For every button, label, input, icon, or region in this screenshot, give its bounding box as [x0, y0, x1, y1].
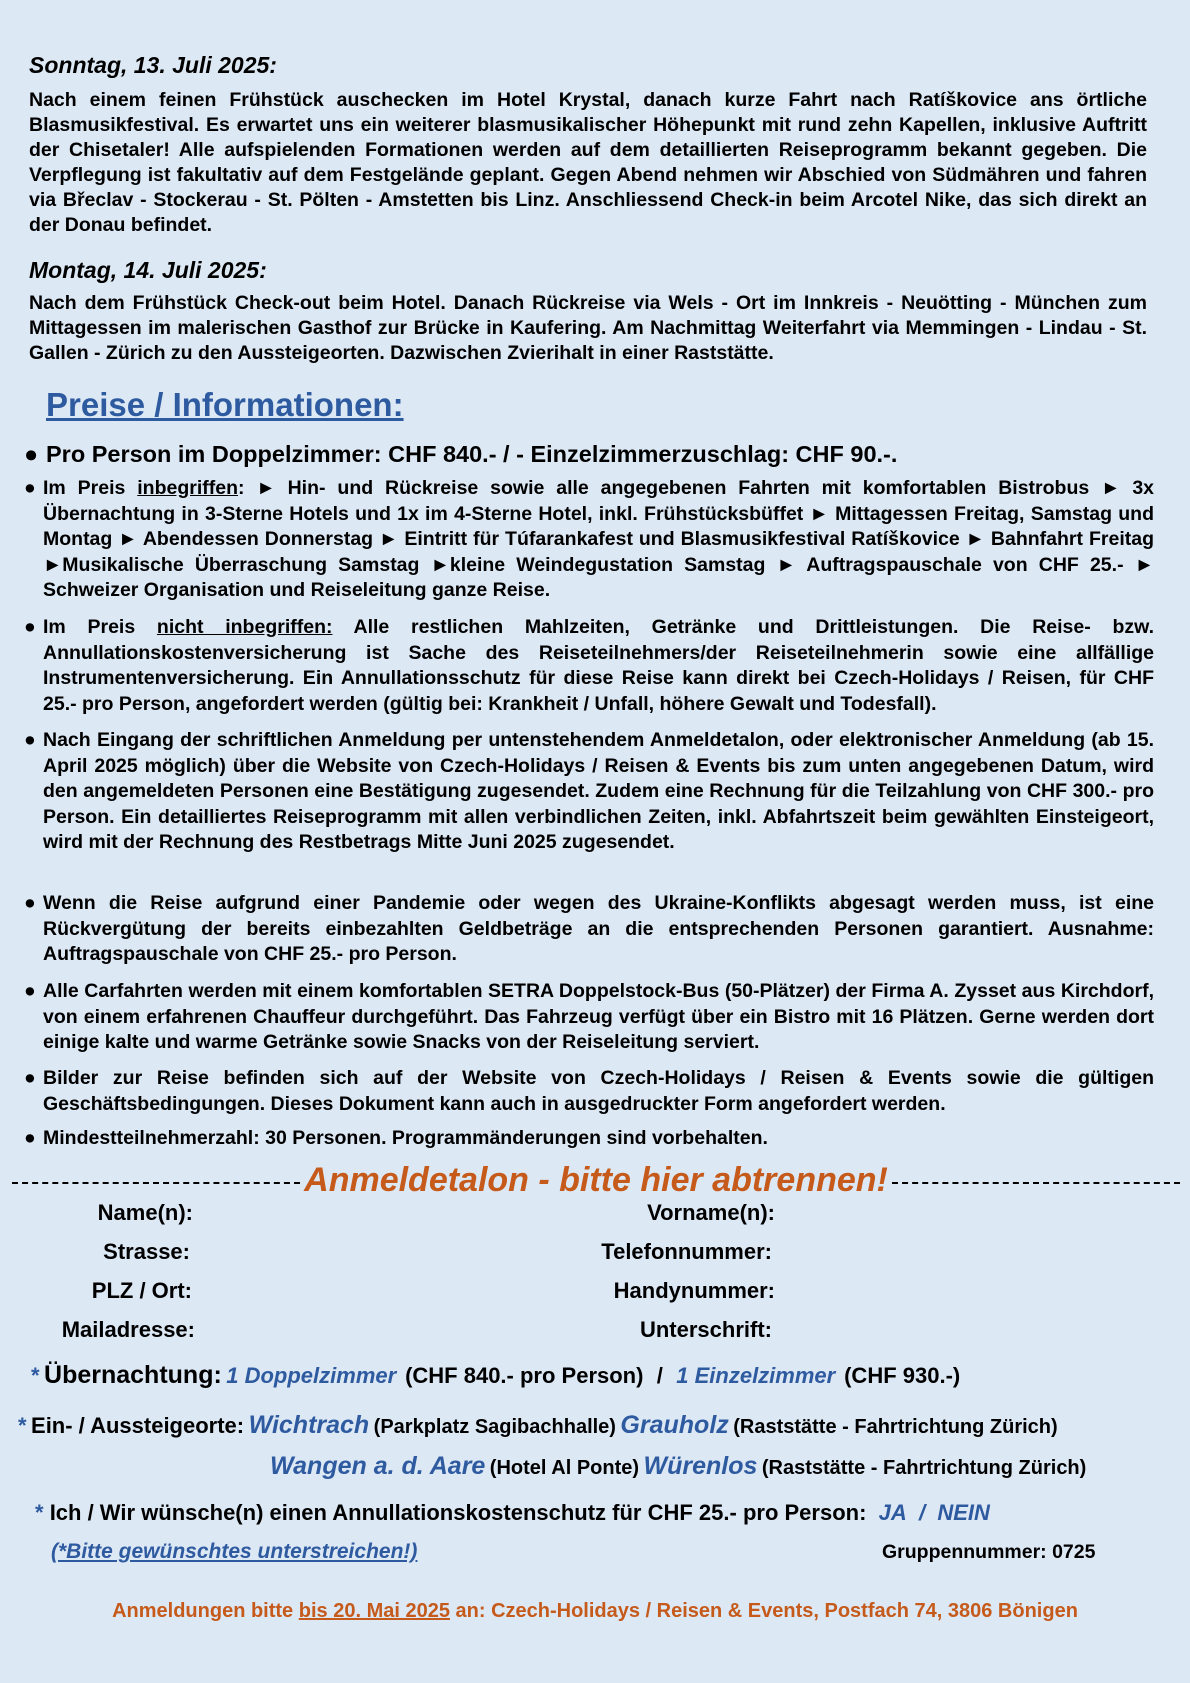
stop-note-wuerenlos: (Raststätte - Fahrtrichtung Zürich) — [761, 1457, 1087, 1479]
overnight-row — [31, 1361, 960, 1390]
prices-heading: Preise / Informationen: — [46, 386, 404, 423]
label-phone: Telefonnummer: — [601, 1239, 772, 1264]
required-star: * — [31, 1363, 40, 1388]
day-text-sunday: Nach einem feinen Frühstück auschecken im Hotel Krystal, danach kurze Fahrt nach Ratíškovice ans örtliche Blasmusikfestival. Es erwartet uns ein weiterer blasmusikalischer Höhepunkt mit rund zehn Kapellen, inklusive Auftritt der Chisetaler! Alle aufspielenden Formationen werden auf dem detaillierten Reiseprogramm bekannt gegeben. Die Verpflegung ist fakultativ auf dem Festgelände geplant. Gegen Abend nehmen wir Abschied von Südmähren und fahren via Břeclav - Stockerau - St. Pölten - Amstetten bis Linz. Anschliessend Check-in beim Arcotel Nike, das sich direkt an der Donau befindet. — [29, 89, 1147, 236]
footer-deadline: bis 20. Mai 2025 — [298, 1600, 450, 1622]
option-double-room[interactable]: 1 Doppelzimmer — [226, 1363, 397, 1388]
included-word: inbegriffen — [137, 477, 239, 499]
price-text: Pro Person im Doppelzimmer: CHF 840.- / - Einzelzimmerzuschlag: CHF 90.-. — [46, 441, 898, 467]
bus-bullet — [24, 979, 1154, 1056]
registration-bullet — [24, 728, 1154, 856]
stop-option-grauholz[interactable]: Grauholz — [620, 1411, 729, 1439]
price-bullet — [24, 439, 1154, 469]
bullet-dot: ● — [24, 729, 36, 751]
price-single-room: (CHF 930.-) — [844, 1363, 961, 1388]
registration-text: Nach Eingang der schriftlichen Anmeldung per untenstehendem Anmeldetalon, oder elektronischer Anmeldung (ab 15. April 2025 möglich) über die Website von Czech-Holidays / Reisen & Events bis zum unten angegebenen Datum, wird den angemeldeten Personen eine Bestätigung zugesendet. Zudem eine Rechnung für die Teilzahlung von CHF 300.- pro Person. Ein detailliertes Reiseprogramm mit allen verbindlichen Zeiten, inkl. Abfahrtszeit beim gewählten Einsteigeort, wird mit der Rechnung des Restbetrags Mitte Juni 2025 zugesendet. — [43, 729, 1154, 853]
dashed-line-right — [892, 1182, 1180, 1184]
excluded-bullet — [24, 615, 1154, 717]
required-star: * — [18, 1413, 27, 1438]
option-separator: / — [656, 1363, 663, 1388]
label-signature: Unterschrift: — [639, 1317, 772, 1342]
included-text — [24, 476, 1154, 604]
bullet-dot: ● — [24, 1067, 36, 1089]
overnight-label: Übernachtung: — [44, 1361, 222, 1389]
day-title-monday: Montag, 14. Juli 2025: — [29, 257, 267, 283]
footer-prefix: Anmeldungen bitte — [112, 1600, 299, 1622]
stops-row-1 — [18, 1411, 1058, 1440]
footer-address — [0, 1600, 1190, 1623]
label-street: Strasse: — [103, 1239, 190, 1264]
minimum-bullet — [24, 1126, 1154, 1152]
divider-title: Anmeldetalon - bitte hier abtrennen! — [304, 1160, 888, 1199]
day-title-sunday: Sonntag, 13. Juli 2025: — [29, 52, 277, 78]
option-single-room[interactable]: 1 Einzelzimmer — [676, 1363, 836, 1388]
minimum-text: Mindestteilnehmerzahl: 30 Personen. Programmänderungen sind vorbehalten. — [43, 1127, 768, 1149]
dashed-line-left — [12, 1182, 300, 1184]
insurance-no[interactable]: NEIN — [937, 1500, 990, 1525]
insurance-row — [35, 1500, 990, 1526]
bullet-dot: ● — [24, 980, 36, 1002]
excluded-body: Alle restlichen Mahlzeiten, Getränke und Drittleistungen. Die Reise- bzw. Annullationskostenversicherung ist Sache des Reiseteilnehmers/der Reiseteilnehmerin sowie eine allfällige Instrumentenversicherung. Ein Annullationsschutz für diese Reise kann direkt bei Czech-Holidays / Reisen, für CHF 25.- pro Person, angefordert werden (gültig bei: Krankheit / Unfall, höhere Gewalt und Todesfall). — [43, 616, 1154, 715]
pandemic-bullet — [24, 891, 1154, 968]
stop-option-wichtrach[interactable]: Wichtrach — [248, 1411, 370, 1439]
stop-option-wangen[interactable]: Wangen a. d. Aare — [270, 1452, 486, 1480]
pictures-bullet — [24, 1066, 1154, 1117]
footer-suffix: an: Czech-Holidays / Reisen & Events, Postfach 74, 3806 Bönigen — [449, 1600, 1078, 1622]
day-text-monday: Nach dem Frühstück Check-out beim Hotel. Danach Rückreise via Wels - Ort im Innkreis - Neuötting - München zum Mittagessen im malerischen Gasthof zur Brücke in Kaufering. Am Nachmittag Weiterfahrt via Memmingen - Lindau - St. Gallen - Zürich zu den Aussteigeorten. Dazwischen Zvierihalt in einer Raststätte. — [29, 292, 1147, 364]
insurance-text: Ich / Wir wünsche(n) einen Annullationskostenschutz für CHF 25.- pro Person: — [49, 1500, 867, 1525]
required-star: * — [35, 1500, 44, 1525]
bullet-dot: ● — [24, 892, 36, 914]
excluded-word: nicht inbegriffen: — [156, 616, 333, 638]
included-body: : ► Hin- und Rückreise sowie alle angegebenen Fahrten mit komfortablen Bistrobus ► 3x Übernachtung in 3-Sterne Hotels und 1x im 4-Sterne Hotel, inkl. Frühstücksbüffet ► Mittagessen Freitag, Samstag und Montag ► Abendessen Donnerstag ► Eintritt für Túfarankafest und Blasmusikfestival Ratíškovice ► Bahnfahrt Freitag ►Musikalische Überraschung Samstag ►kleine Weindegustation Samstag ► Auftragspauschale von CHF 25.- ► Schweizer Organisation und Reiseleitung ganze Reise. — [43, 477, 1155, 601]
pandemic-text: Wenn die Reise aufgrund einer Pandemie oder wegen des Ukraine-Konflikts abgesagt werden muss, ist eine Rückvergütung der bereits einbezahlten Geldbeträge an die entsprechenden Personen garantiert. Ausnahme: Auftragspauschale von CHF 25.- pro Person. — [43, 892, 1154, 965]
label-mobile: Handynummer: — [613, 1278, 775, 1303]
insurance-yes[interactable]: JA — [878, 1500, 907, 1525]
stops-row-2 — [270, 1452, 1086, 1481]
bullet-dot: ● — [24, 616, 36, 638]
insurance-separator: / — [919, 1500, 926, 1525]
bullet-dot: ● — [24, 1127, 36, 1149]
label-email: Mailadresse: — [61, 1317, 195, 1342]
label-names: Name(n): — [97, 1200, 193, 1225]
cut-divider — [12, 1160, 1180, 1200]
pictures-text: Bilder zur Reise befinden sich auf der Website von Czech-Holidays / Reisen & Events sowie die gültigen Geschäftsbedingungen. Dieses Dokument kann auch in ausgedruckter Form angefordert werden. — [43, 1067, 1154, 1115]
stop-option-wuerenlos[interactable]: Würenlos — [643, 1452, 758, 1480]
stop-note-wichtrach: (Parkplatz Sagibachhalle) — [373, 1416, 616, 1438]
group-number: Gruppennummer: 0725 — [882, 1541, 1096, 1563]
excluded-text — [24, 615, 1154, 717]
stops-label: Ein- / Aussteigeorte: — [31, 1413, 245, 1438]
included-prefix: Im Preis — [43, 477, 138, 499]
included-bullet — [24, 476, 1154, 604]
excluded-prefix: Im Preis — [43, 616, 157, 638]
bullet-dot: ● — [24, 477, 36, 499]
price-double-room: (CHF 840.- pro Person) — [405, 1363, 644, 1388]
stop-note-grauholz: (Raststätte - Fahrtrichtung Zürich) — [733, 1416, 1058, 1438]
underline-hint: (*Bitte gewünschtes unterstreichen!) — [51, 1540, 418, 1563]
bus-text: Alle Carfahrten werden mit einem komfortablen SETRA Doppelstock-Bus (50-Plätzer) der Firma A. Zysset aus Kirchdorf, von einem erfahrenen Chauffeur durchgeführt. Das Fahrzeug verfügt über ein Bistro mit 16 Plätzen. Gerne werden dort einige kalte und warme Getränke sowie Snacks von der Reiseleitung serviert. — [43, 980, 1154, 1053]
label-zip-city: PLZ / Ort: — [91, 1278, 192, 1303]
bullet-dot: ● — [24, 441, 39, 467]
label-firstnames: Vorname(n): — [647, 1200, 775, 1225]
stop-note-wangen: (Hotel Al Ponte) — [489, 1457, 640, 1479]
